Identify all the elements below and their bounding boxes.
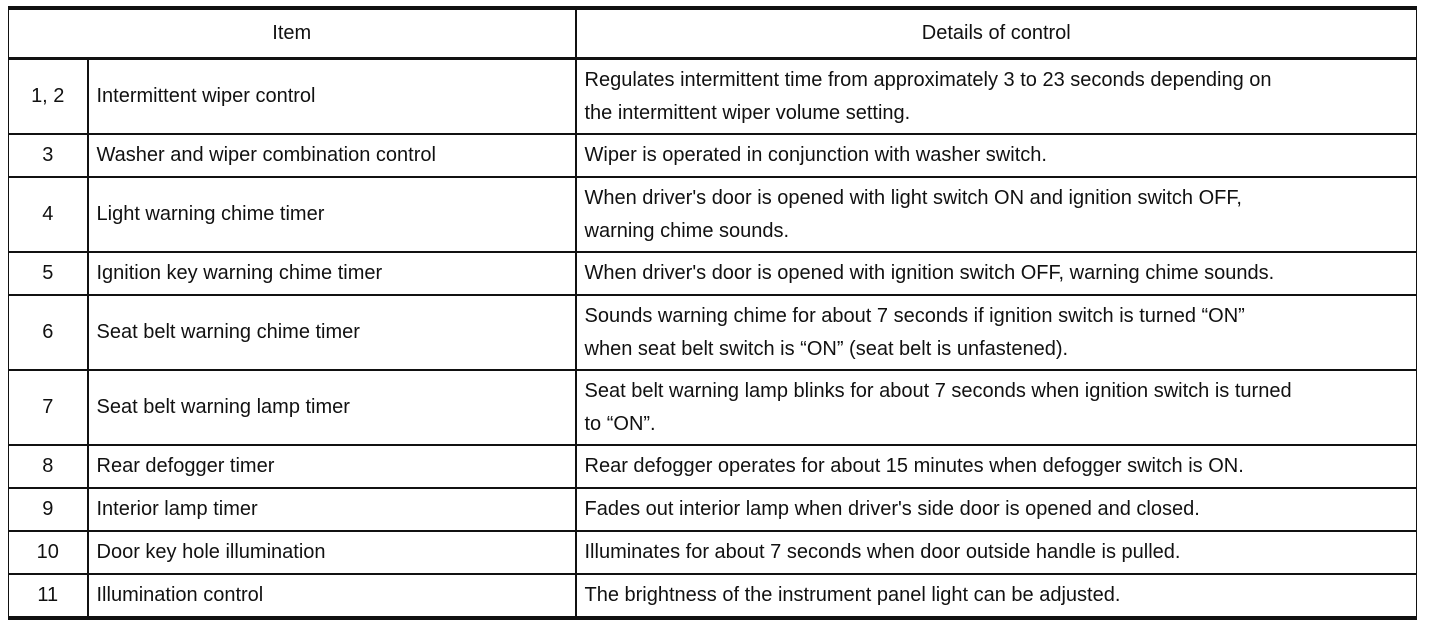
item-number: 1, 2 [9, 59, 88, 135]
table-row [9, 295, 1417, 370]
item-name: Illumination control [88, 574, 576, 618]
details-line: when seat belt switch is “ON” (seat belt is unfastened). [584, 337, 1069, 360]
details-line: When driver's door is opened with light switch ON and ignition switch OFF, [584, 186, 1242, 209]
table-row [9, 134, 1417, 177]
details-line: When driver's door is opened with ignition switch OFF, warning chime sounds. [584, 262, 1275, 284]
item-details [576, 252, 1417, 295]
item-name: Washer and wiper combination control [88, 134, 576, 177]
details-line: Seat belt warning lamp blinks for about 7 seconds when ignition switch is turned [584, 379, 1292, 402]
item-name: Light warning chime timer [88, 177, 576, 252]
table-row [9, 177, 1417, 252]
table-row [9, 488, 1417, 531]
item-number: 11 [9, 574, 88, 618]
item-details [576, 134, 1417, 177]
details-line: the intermittent wiper volume setting. [584, 101, 911, 124]
table-row [9, 252, 1417, 295]
table-row [9, 531, 1417, 574]
item-number: 4 [9, 177, 88, 252]
item-details [576, 295, 1417, 370]
item-details [576, 531, 1417, 574]
item-name: Seat belt warning chime timer [88, 295, 576, 370]
item-name: Door key hole illumination [88, 531, 576, 574]
details-line: to “ON”. [584, 412, 656, 435]
item-header: Item [9, 8, 576, 59]
details-header: Details of control [576, 8, 1417, 59]
details-line: The brightness of the instrument panel light can be adjusted. [584, 584, 1121, 606]
details-line: Regulates intermittent time from approximately 3 to 23 seconds depending on [584, 68, 1272, 91]
item-number: 10 [9, 531, 88, 574]
item-details [576, 59, 1417, 135]
item-name: Ignition key warning chime timer [88, 252, 576, 295]
details-line: Sounds warning chime for about 7 seconds if ignition switch is turned “ON” [584, 304, 1245, 327]
table-row [9, 59, 1417, 135]
item-details [576, 177, 1417, 252]
details-line: Illuminates for about 7 seconds when door outside handle is pulled. [584, 541, 1181, 563]
details-line: Fades out interior lamp when driver's side door is opened and closed. [584, 498, 1200, 520]
item-number: 8 [9, 445, 88, 488]
item-details [576, 445, 1417, 488]
item-name: Seat belt warning lamp timer [88, 370, 576, 445]
item-details [576, 488, 1417, 531]
item-details [576, 574, 1417, 618]
item-number: 6 [9, 295, 88, 370]
item-name: Intermittent wiper control [88, 59, 576, 135]
item-details [576, 370, 1417, 445]
item-number: 9 [9, 488, 88, 531]
header-row [9, 8, 1417, 59]
details-line: Rear defogger operates for about 15 minutes when defogger switch is ON. [584, 455, 1244, 477]
control-table [8, 6, 1417, 620]
details-line: Wiper is operated in conjunction with washer switch. [584, 144, 1047, 166]
item-number: 3 [9, 134, 88, 177]
table-row [9, 445, 1417, 488]
item-number: 7 [9, 370, 88, 445]
item-name: Interior lamp timer [88, 488, 576, 531]
table-row [9, 574, 1417, 618]
item-number: 5 [9, 252, 88, 295]
details-line: warning chime sounds. [584, 219, 790, 242]
table-row [9, 370, 1417, 445]
item-name: Rear defogger timer [88, 445, 576, 488]
